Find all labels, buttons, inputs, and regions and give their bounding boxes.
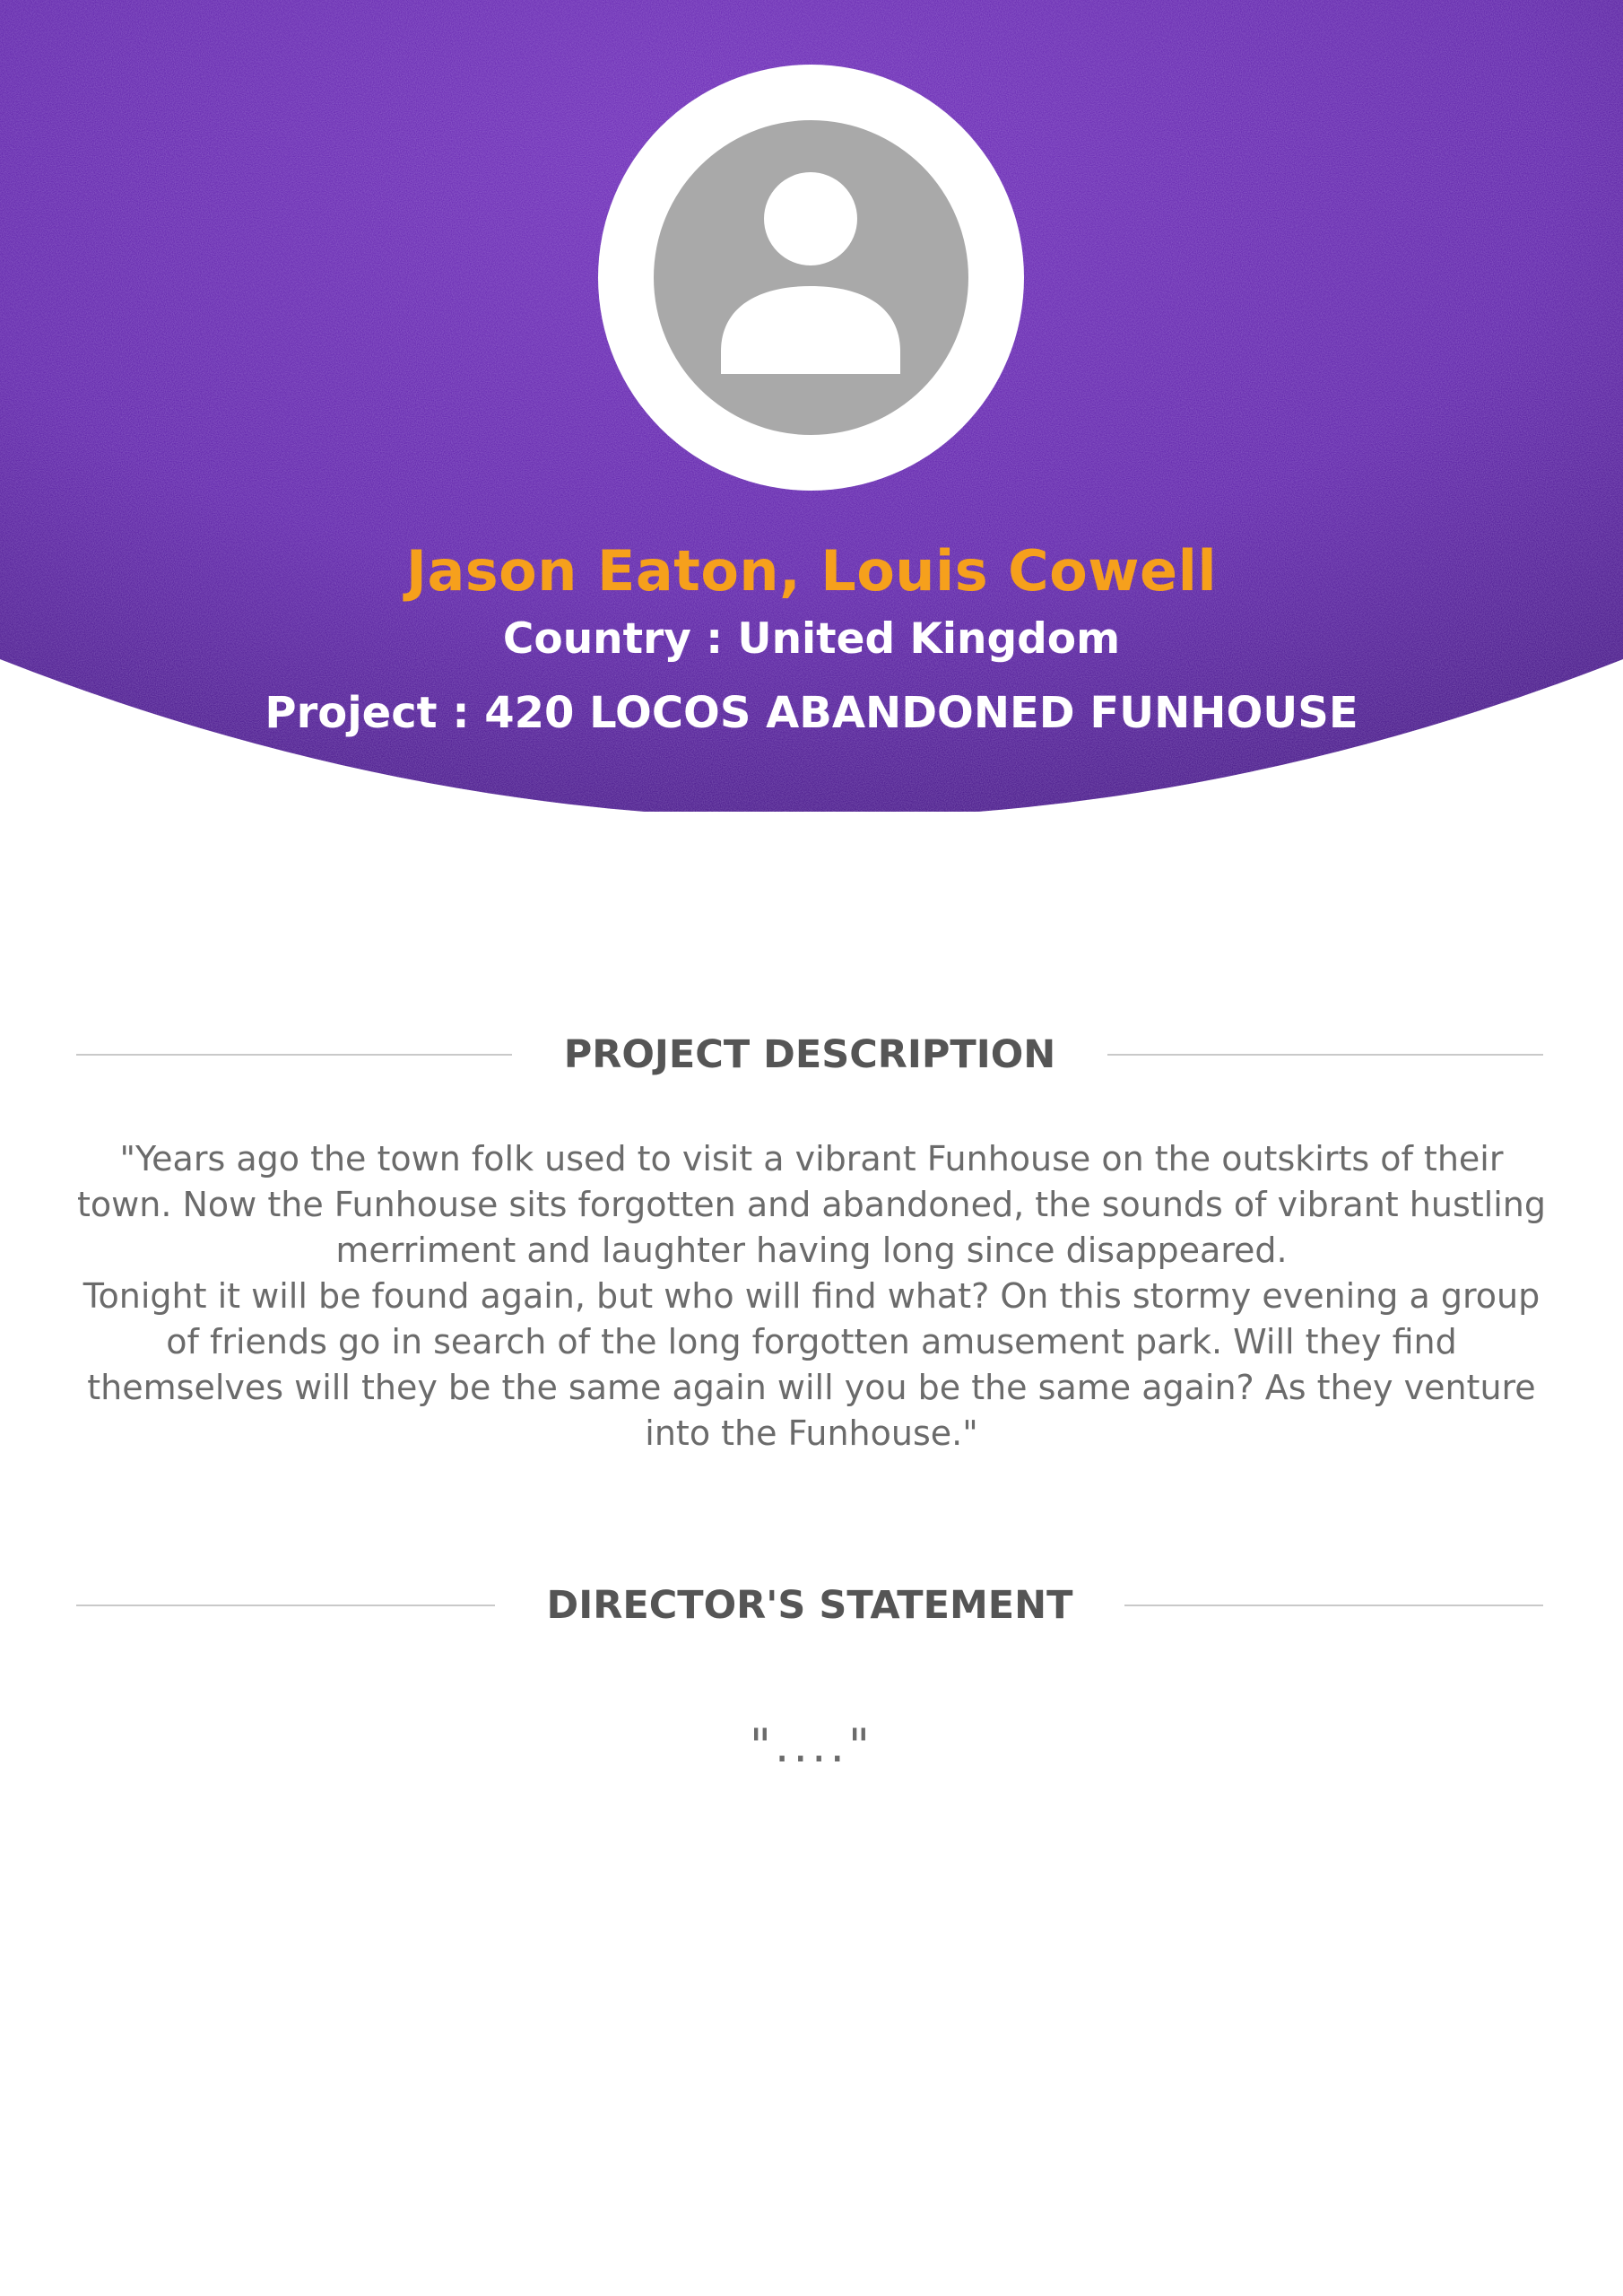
section-title: DIRECTOR'S STATEMENT [546,1583,1073,1628]
avatar [598,65,1024,491]
description-paragraph: Tonight it will be found again, but who will find what? On this stormy evening a group of friends go in search of the long forgotten amusement park. Will they find themselves will they be the same again will you be the same again? As they venture into the Funhouse." [82,1276,1541,1453]
divider-right [1107,1054,1543,1056]
divider-right [1124,1605,1543,1606]
person-name: Jason Eaton, Louis Cowell [405,538,1218,604]
person-silhouette-icon [654,120,968,435]
description-paragraph: "Years ago the town folk used to visit a vibrant Funhouse on the outskirts of their town. Now the Funhouse sits forgotten and abandoned, the sounds of vibrant hustling merriment and laughter having long since disappeared. [77,1139,1546,1270]
directors-statement-text: "...." [750,1719,873,1773]
divider-left [76,1054,512,1056]
project-description-heading [76,1023,1543,1086]
project-title: Project : 420 LOCOS ABANDONED FUNHOUSE [265,688,1358,738]
project-description-text [72,1136,1551,1457]
directors-statement-heading [76,1574,1543,1637]
country-label: Country : United Kingdom [502,614,1121,664]
divider-left [76,1605,495,1606]
section-title: PROJECT DESCRIPTION [563,1032,1056,1077]
